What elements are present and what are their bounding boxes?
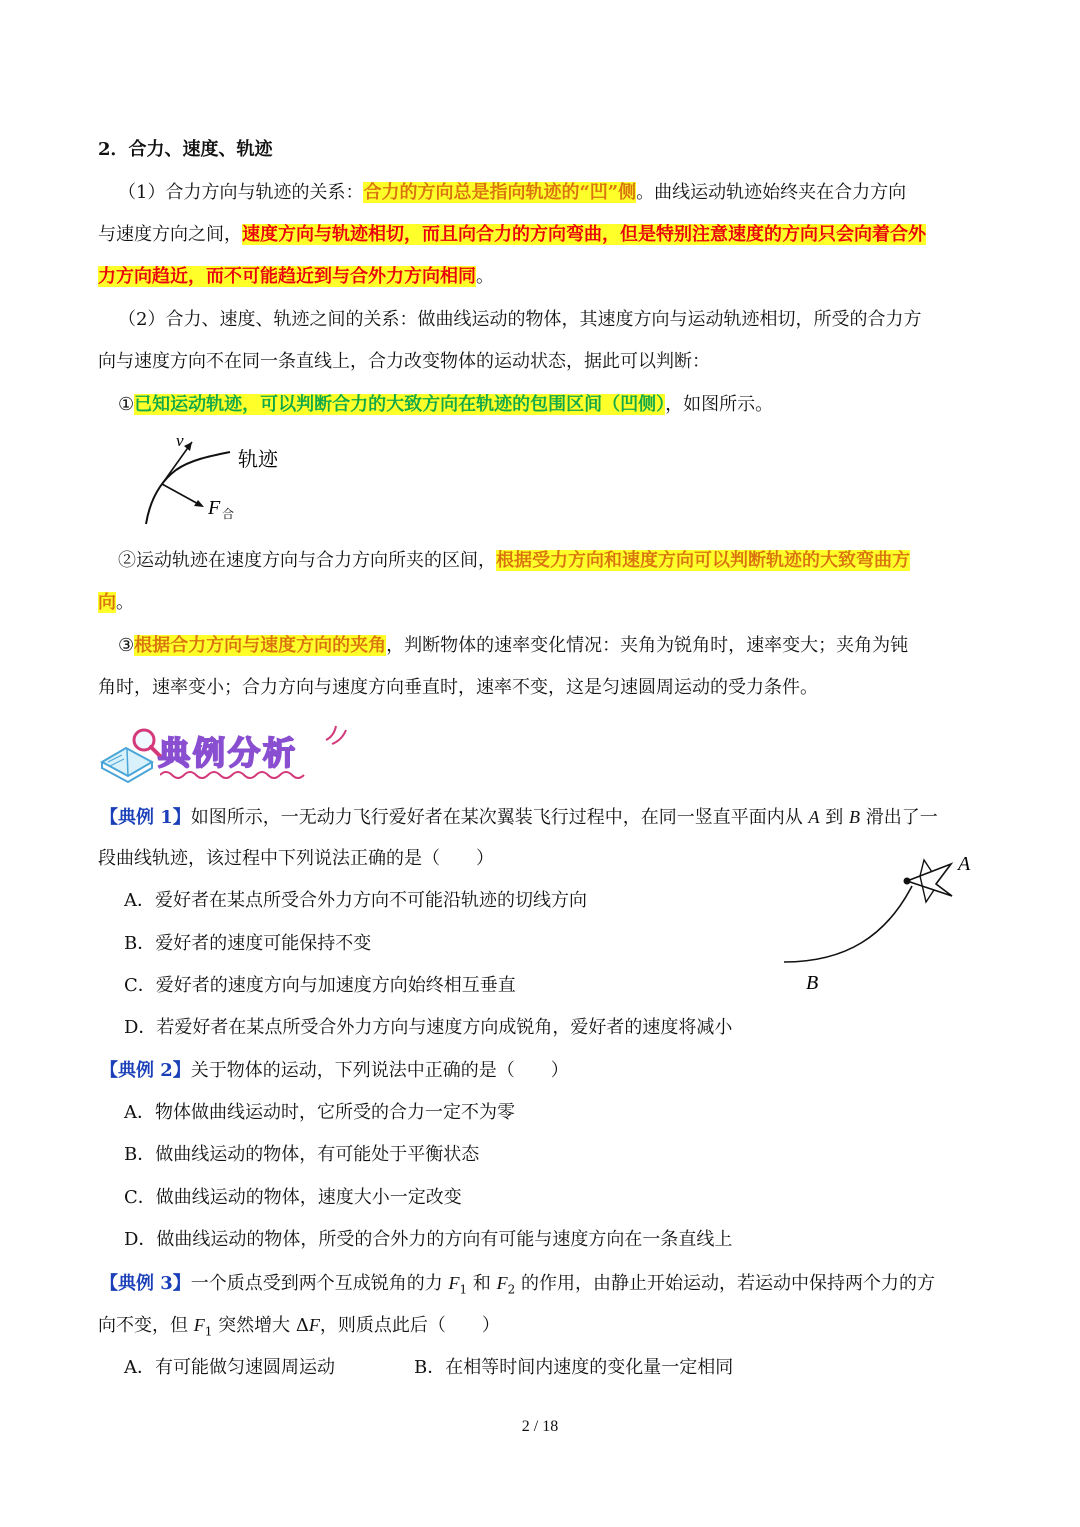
ex1-option-c: C．爱好者的速度方向与加速度方向始终相互垂直 [124, 975, 516, 996]
wingsuit-trajectory-diagram [776, 846, 986, 996]
p2-line2: 向与速度方向不在同一条直线上，合力改变物体的运动状态，据此可以判断： [98, 351, 710, 372]
p1-lead: （1）合力方向与轨迹的关系： [118, 182, 364, 203]
p5-line2: 角时，速率变小；合力方向与速度方向垂直时，速率不变，这是匀速圆周运动的受力条件。 [98, 677, 818, 698]
velocity-arrowhead [184, 442, 192, 451]
ex1-to: 到 [819, 807, 849, 828]
p1-line2-lead: 与速度方向之间， [98, 224, 242, 245]
p1-mid: 。曲线运动轨迹始终夹在合力方向 [636, 182, 907, 203]
p3-line [118, 392, 773, 418]
wingsuit-label-a: A [958, 853, 971, 875]
ex2-option-d: D．做曲线运动的物体，所受的合外力的方向有可能与速度方向在一条直线上 [124, 1229, 733, 1250]
p5-line1 [118, 633, 908, 659]
p1-highlight-concave: 合力的方向总是指向轨迹的“凹”侧 [363, 182, 637, 203]
p3-mark: ① [118, 394, 135, 415]
book-magnifier-icon [96, 718, 166, 788]
p4-mark: ② [118, 550, 136, 571]
wingsuit-label-b: B [806, 972, 819, 994]
ex3-l2-f1: F [193, 1315, 205, 1335]
p5-rest: ，判断物体的速率变化情况：夹角为锐角时，速率变大；夹角为钝 [386, 635, 909, 656]
p1-highlight-approach: 力方向趋近，而不可能趋近到与合外力方向相同 [98, 266, 476, 287]
ex2-option-a: A．物体做曲线运动时，它所受的合力一定不为零 [124, 1102, 515, 1123]
ex3-option-a: A．有可能做匀速圆周运动 [124, 1357, 335, 1378]
ex1-option-b: B．爱好者的速度可能保持不变 [124, 933, 372, 954]
ex1-point-a: A [808, 807, 820, 827]
ex1-line1b: 滑出了一 [859, 807, 938, 828]
ex3-s2: 和 [467, 1273, 497, 1294]
p1-line3 [98, 264, 494, 290]
velocity-label: v [176, 431, 184, 450]
ex2-option-c: C．做曲线运动的物体，速度大小一定改变 [124, 1187, 462, 1208]
ex3-l2b: 突然增大 Δ [212, 1315, 309, 1336]
trajectory-label: 轨迹 [238, 449, 278, 471]
ex3-l2a: 向不变，但 [98, 1315, 194, 1336]
p5-mark: ③ [118, 635, 135, 656]
p3-end: ，如图所示。 [665, 394, 774, 415]
ex3-f2-sub: 2 [507, 1282, 516, 1297]
p4-line2 [98, 590, 134, 616]
trajectory-force-diagram [130, 430, 300, 530]
ex2-line1 [100, 1058, 569, 1084]
example-analysis-banner [96, 716, 356, 788]
p5-highlight: 根据合力方向与速度方向的夹角 [134, 635, 387, 656]
ex1-line1a: 如图所示，一无动力飞行爱好者在某次翼装飞行过程中，在同一竖直平面内从 [190, 807, 809, 828]
p1-end: 。 [476, 266, 494, 287]
ex1-tag: 【典例 1】 [100, 807, 191, 828]
ex3-line2 [98, 1312, 500, 1345]
ex3-option-b: B．在相等时间内速度的变化量一定相同 [414, 1357, 734, 1378]
force-arrow [162, 484, 202, 506]
banner-sparkle-icon [322, 720, 352, 750]
p3-highlight: 已知运动轨迹，可以判断合力的大致方向在轨迹的包围区间（凹侧） [134, 394, 666, 415]
ex2-option-b: B．做曲线运动的物体，有可能处于平衡状态 [124, 1144, 480, 1165]
ex1-line2: 段曲线轨迹，该过程中下列说法正确的是（ ） [98, 848, 494, 869]
p1-highlight-tangent: 速度方向与轨迹相切，而且向合力的方向弯曲，但是特别注意速度的方向只会向着合外 [242, 224, 926, 245]
ex3-line1 [100, 1270, 935, 1303]
banner-title: 典例分析 [158, 734, 299, 772]
ex3-tag: 【典例 3】 [100, 1273, 191, 1294]
force-label: F [208, 497, 221, 519]
p1-line1 [118, 180, 906, 206]
force-arrowhead [194, 500, 204, 507]
wingsuit-curve [784, 886, 912, 962]
ex3-s3: 的作用，由静止开始运动，若运动中保持两个力的方 [515, 1273, 935, 1294]
ex1-option-d: D．若爱好者在某点所受合外力方向与速度方向成锐角，爱好者的速度将减小 [124, 1017, 733, 1038]
page-number: 2 / 18 [521, 1418, 559, 1435]
p4-lead: 运动轨迹在速度方向与合力方向所夹的区间， [136, 550, 496, 571]
p2-line1: （2）合力、速度、轨迹之间的关系：做曲线运动的物体，其速度方向与运动轨迹相切，所受的合力方 [118, 309, 922, 330]
section-title: 2．合力、速度、轨迹 [98, 139, 273, 160]
ex3-l2c: ，则质点此后（ ） [319, 1315, 500, 1336]
p1-line2 [98, 222, 926, 248]
ex3-l2-f: F [308, 1315, 320, 1335]
ex3-f1: F [448, 1273, 460, 1293]
ex2-tag: 【典例 2】 [100, 1060, 191, 1081]
ex3-l2-f1-sub: 1 [204, 1324, 213, 1339]
ex2-stem: 关于物体的运动，下列说法中正确的是（ ） [190, 1060, 569, 1081]
ex1-point-b: B [848, 807, 860, 827]
force-label-sub: 合 [222, 507, 235, 521]
p4-end: 。 [116, 592, 134, 613]
ex3-f2: F [496, 1273, 508, 1293]
p4-highlight-a: 根据受力方向和速度方向可以判断轨迹的大致弯曲方 [496, 550, 910, 571]
ex1-option-a: A．爱好者在某点所受合外力方向不可能沿轨迹的切线方向 [124, 890, 587, 911]
p4-highlight-b: 向 [98, 592, 116, 613]
banner-underline-wave [160, 768, 310, 782]
ex1-line1 [100, 804, 938, 831]
p4-line1 [118, 548, 910, 574]
ex3-f1-sub: 1 [459, 1282, 468, 1297]
ex3-s1: 一个质点受到两个互成锐角的力 [190, 1273, 449, 1294]
